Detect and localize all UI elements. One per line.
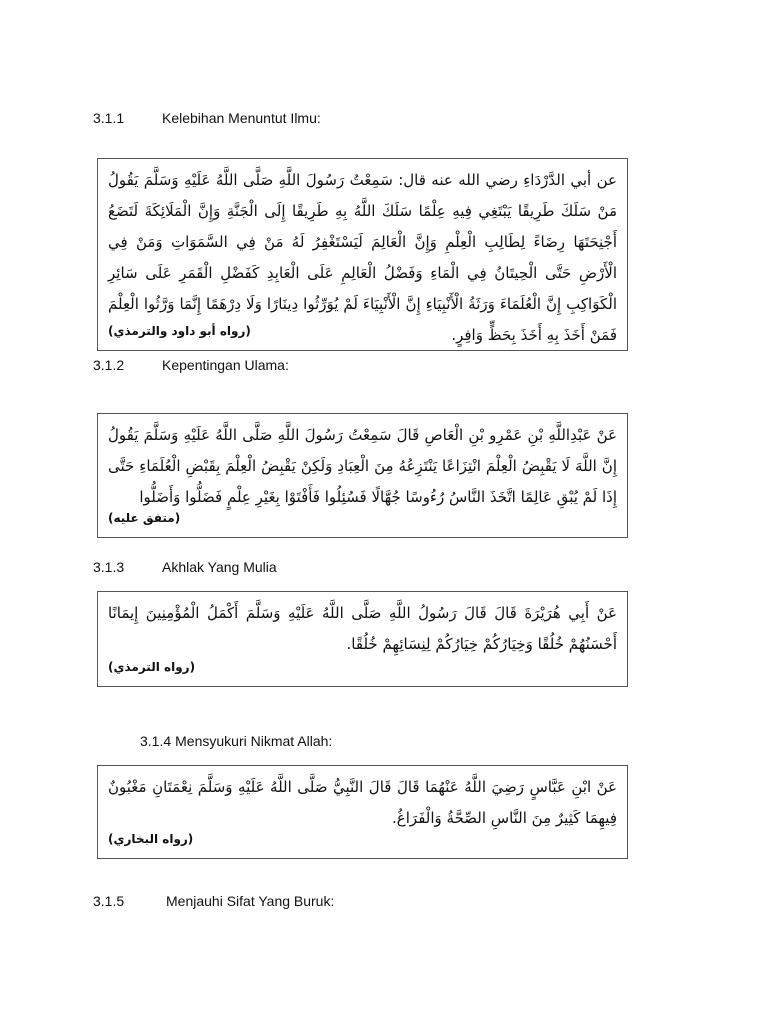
hadith-box-1 (97, 158, 628, 351)
hadith-text: عَنْ أَبِي هُرَيْرَةَ قَالَ قَالَ رَسُولُ اللَّهِ صَلَّى اللَّهُ عَلَيْهِ وَسَلَّمَ أَكْمَلُ الْمُؤْمِنِينَ إِيمَانًا أَحْسَنُهُمْ خُلُقًا وَخِيَارُكُمْ خِيَارُكُمْ لِنِسَائِهِمْ خُلُقًا. (108, 604, 617, 653)
section-number: 3.1.2 (93, 357, 125, 373)
hadith-box-4 (97, 765, 628, 859)
hadith-source: (رواه الترمذي) (108, 660, 196, 674)
section-heading-3-1-2 (93, 357, 289, 373)
hadith-box-2 (97, 413, 628, 538)
hadith-box-3 (97, 591, 628, 687)
section-number: 3.1.4 (140, 733, 172, 749)
hadith-text: عَنْ ابْنِ عَبَّاسٍ رَضِيَ اللَّهُ عَنْهُمَا قَالَ قَالَ النَّبِيُّ صَلَّى اللَّهُ عَلَيْهِ وَسَلَّمَ نِعْمَتَانِ مَغْبُونٌ فِيهِمَا كَثِيرٌ مِنَ النَّاسِ الصِّحَّةُ وَالْفَرَاغُ. (108, 778, 617, 827)
section-title: Mensyukuri Nikmat Allah: (175, 733, 333, 749)
hadith-text: عن أبي الدَّرْدَاءِ رضي الله عنه قال: سَمِعْتُ رَسُولَ اللَّهِ صَلَّى اللَّهُ عَلَيْهِ وَسَلَّمَ يَقُولُ مَنْ سَلَكَ طَرِيقًا يَبْتَغِي فِيهِ عِلْمًا سَلَكَ اللَّهُ بِهِ طَرِيقًا إِلَى الْجَنَّةِ وَإِنَّ الْمَلَائِكَةَ لَتَضَعُ أَجْنِحَتَهَا رِضَاءً لِطَالِبِ الْعِلْمِ وَإِنَّ الْعَالِمَ لَيَسْتَغْفِرُ لَهُ مَنْ فِي السَّمَوَاتِ وَمَنْ فِي الْأَرْضِ حَتَّى الْحِيتَانُ فِي الْمَاءِ وَفَضْلُ الْعَالِمِ عَلَى الْعَابِدِ كَفَضْلِ الْقَمَرِ عَلَى سَائِرِ الْكَوَاكِبِ إِنَّ الْعُلَمَاءَ وَرَثَةُ الْأَنْبِيَاءِ إِنَّ الْأَنْبِيَاءَ لَمْ يُوَرِّثُوا دِينَارًا وَلَا دِرْهَمًا إِنَّمَا وَرَّثُوا الْعِلْمَ فَمَنْ أَخَذَ بِهِ أَخَذَ بِحَظٍّ وَافِرٍ. (108, 171, 617, 344)
hadith-source: (رواه البخاري) (108, 832, 194, 846)
section-title: Kepentingan Ulama: (162, 357, 289, 373)
hadith-text: عَنْ عَبْدِاللَّهِ بْنِ عَمْرِو بْنِ الْعَاصِ قَالَ سَمِعْتُ رَسُولَ اللَّهِ صَلَّى اللَّهُ عَلَيْهِ وَسَلَّمَ يَقُولُ إِنَّ اللَّهَ لَا يَقْبِضُ الْعِلْمَ انْتِزَاعًا يَنْتَزِعُهُ مِنَ الْعِبَادِ وَلَكِنْ يَقْبِضُ الْعِلْمَ بِقَبْضِ الْعُلَمَاءِ حَتَّى إِذَا لَمْ يُبْقِ عَالِمًا اتَّخَذَ النَّاسُ رُءُوسًا جُهَّالًا فَسُئِلُوا فَأَفْتَوْا بِغَيْرِ عِلْمٍ فَضَلُّوا وَأَضَلُّوا (108, 426, 617, 506)
section-title: Kelebihan Menuntut Ilmu: (162, 110, 321, 126)
section-number: 3.1.5 (93, 893, 125, 909)
section-heading-3-1-1 (93, 110, 321, 126)
section-heading-3-1-3 (93, 559, 277, 575)
hadith-source: (متفق عليه) (108, 511, 181, 525)
section-title: Menjauhi Sifat Yang Buruk: (166, 893, 335, 909)
section-number: 3.1.1 (93, 110, 125, 126)
section-number: 3.1.3 (93, 559, 125, 575)
section-title: Akhlak Yang Mulia (162, 559, 277, 575)
hadith-source: (رواه أبو داود والترمذي) (108, 324, 251, 338)
section-heading-3-1-4 (140, 733, 332, 749)
section-heading-3-1-5 (93, 893, 334, 909)
